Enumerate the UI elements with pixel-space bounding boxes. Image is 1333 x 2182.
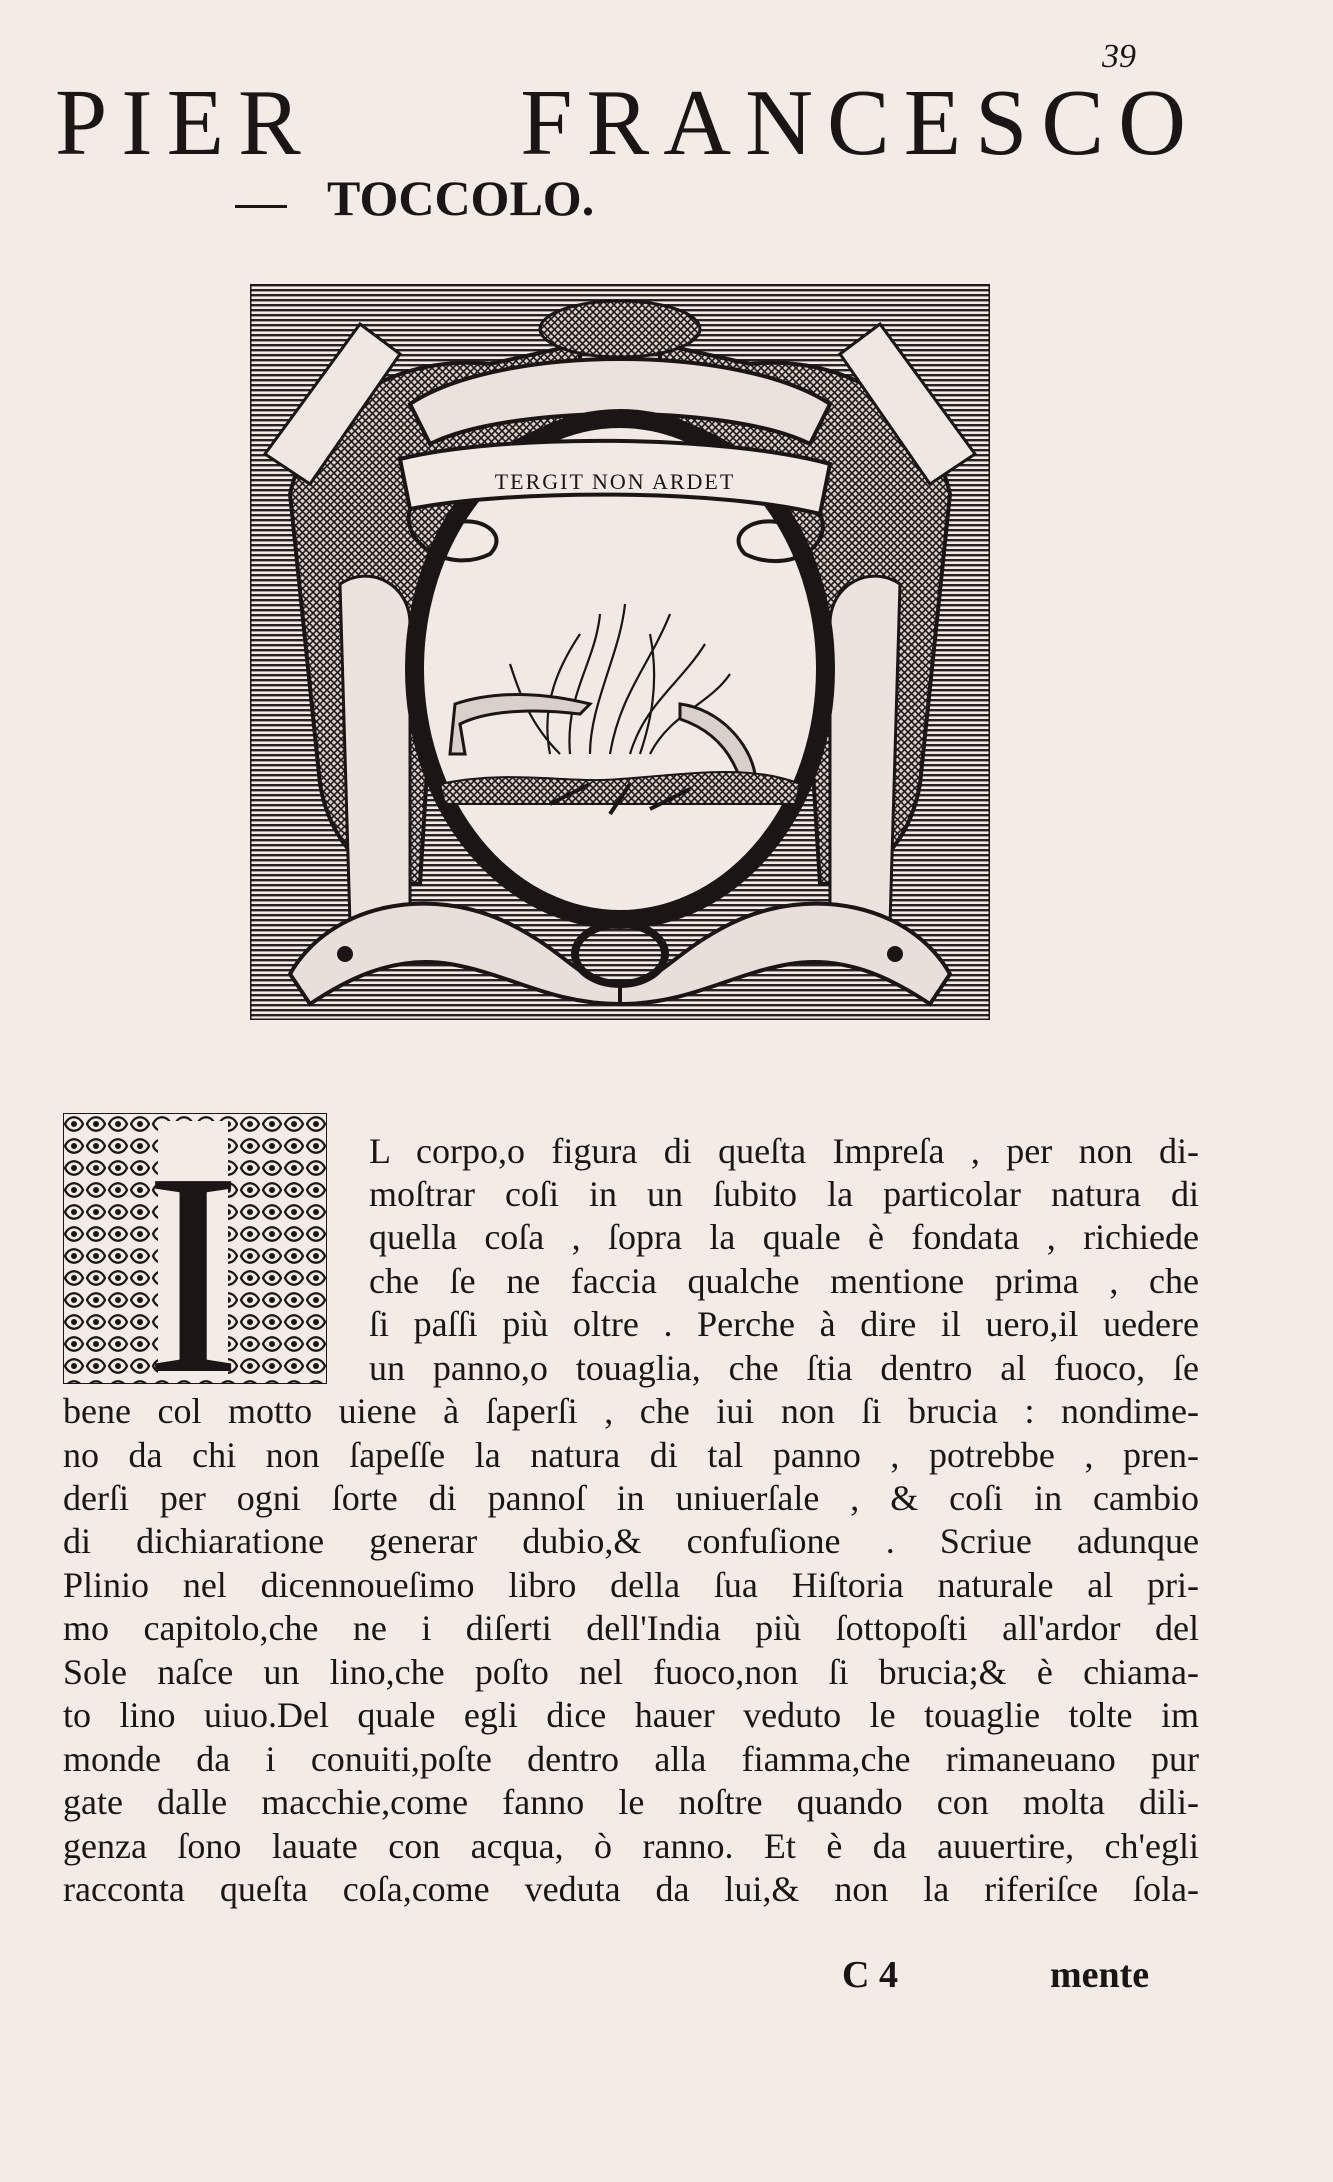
text-line: gate dalle macchie,come fanno le noſtre quando con molta dili- [63, 1782, 1199, 1822]
text-line: racconta queſta coſa,come veduta da lui,& non la riferiſce ſola- [63, 1869, 1199, 1909]
text-line: Plinio nel dicennoueſimo libro della ſua Hiſtoria naturale al pri- [63, 1565, 1199, 1605]
motto-text: TERGIT NON ARDET [494, 469, 736, 494]
catchword: mente [1050, 1954, 1150, 1996]
text-line: genza ſono lauate con acqua, ò ranno. Et è da auuertire, ch'egli [63, 1826, 1199, 1866]
text-line: un panno,o touaglia, che ſtia dentro al fuoco, ſe [369, 1348, 1199, 1388]
impresa-woodcut [250, 284, 990, 1020]
text-line: moſtrar coſi in un ſubito la particolar natura di [369, 1174, 1199, 1214]
text-line: L corpo,o figura di queſta Impreſa , per non di- [369, 1131, 1199, 1171]
subtitle-dash [235, 205, 287, 208]
dolphin-eye [337, 946, 353, 962]
text-line: quella coſa , ſopra la quale è fondata , richiede [369, 1217, 1199, 1257]
text-line: derſi per ogni ſorte di pannoſ in uniuerſale , & coſi in cambio [63, 1478, 1199, 1518]
text-line: di dichiaratione generar dubio,& confuſione . Scriue adunque [63, 1521, 1199, 1561]
text-line: bene col motto uiene à ſaperſi , che iui non ſi brucia : nondime- [63, 1391, 1199, 1431]
text-line: Sole naſce un lino,che poſto nel fuoco,non ſi brucia;& è chiama- [63, 1652, 1199, 1692]
text-line: monde da i conuiti,poſte dentro alla fiamma,che rimaneuano pur [63, 1739, 1199, 1779]
text-line: to lino uiuo.Del quale egli dice hauer veduto le touaglie tolte im [63, 1695, 1199, 1735]
text-line: mo capitolo,che ne i diſerti dell'India più ſottopoſti all'ardor del [63, 1608, 1199, 1648]
page-number: 39 [1102, 38, 1136, 75]
text-line: che ſe ne faccia qualche mentione prima , che [369, 1261, 1199, 1301]
page-subtitle: TOCCOLO. [327, 170, 595, 226]
text-line: no da chi non ſapeſſe la natura di tal panno , potrebbe , pren- [63, 1435, 1199, 1475]
drop-cap-letter: I [144, 1113, 242, 1384]
right-scroll-roll [830, 576, 900, 924]
page-title: PIER FRANCESCO [55, 71, 1200, 175]
top-mask [540, 301, 700, 357]
signature-mark: C 4 [842, 1954, 898, 1996]
left-scroll-roll [340, 576, 410, 924]
dolphin-eye [887, 946, 903, 962]
text-line: ſi paſſi più oltre . Perche à dire il uero,il uedere [369, 1304, 1199, 1344]
decorated-initial [63, 1113, 327, 1384]
